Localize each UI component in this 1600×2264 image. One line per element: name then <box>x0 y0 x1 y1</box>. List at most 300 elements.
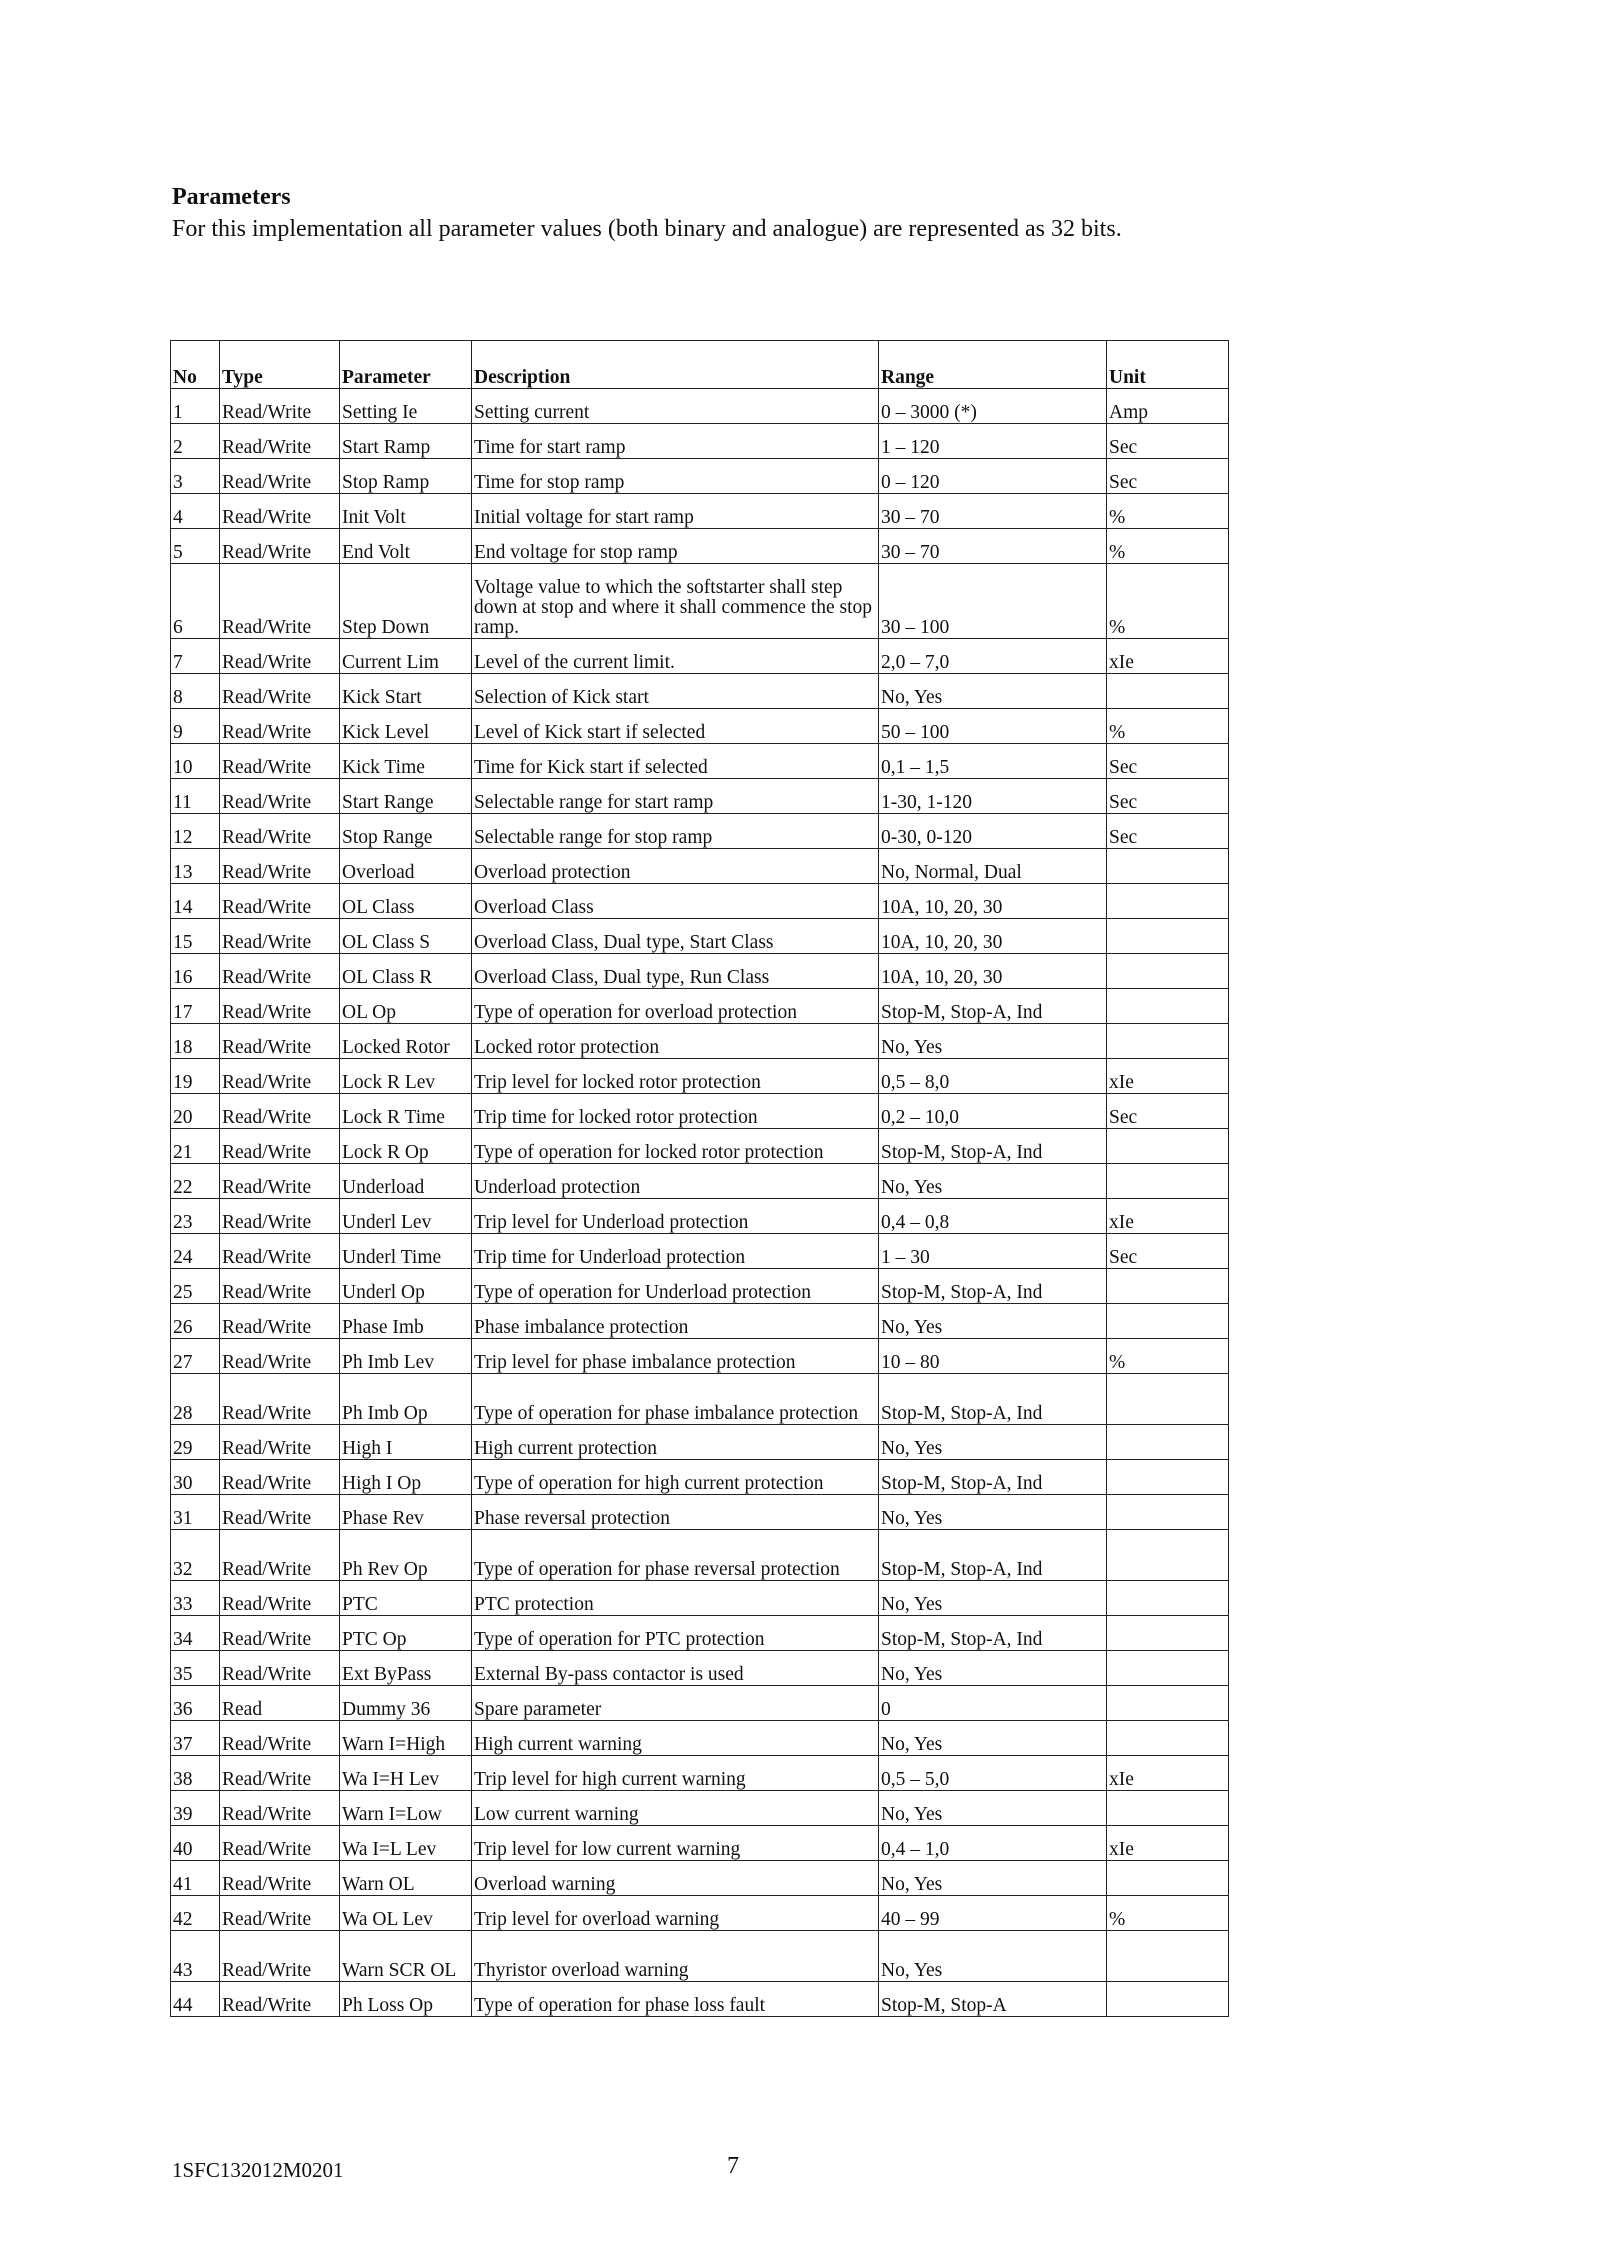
cell-type: Read/Write <box>220 1199 340 1234</box>
cell-no: 39 <box>171 1791 220 1826</box>
cell-no: 32 <box>171 1530 220 1581</box>
cell-unit <box>1107 989 1229 1024</box>
cell-unit <box>1107 919 1229 954</box>
cell-unit: Sec <box>1107 459 1229 494</box>
cell-range: No, Normal, Dual <box>879 849 1107 884</box>
cell-description: Setting current <box>472 389 879 424</box>
column-header-type: Type <box>220 341 340 389</box>
cell-type: Read/Write <box>220 1339 340 1374</box>
cell-type: Read/Write <box>220 1059 340 1094</box>
cell-parameter: End Volt <box>340 529 472 564</box>
cell-type: Read/Write <box>220 1651 340 1686</box>
cell-description: Phase reversal protection <box>472 1495 879 1530</box>
table-row <box>171 1059 1229 1094</box>
cell-range: Stop-M, Stop-A, Ind <box>879 989 1107 1024</box>
cell-description: Trip time for locked rotor protection <box>472 1094 879 1129</box>
cell-no: 2 <box>171 424 220 459</box>
table-row <box>171 1861 1229 1896</box>
cell-range: No, Yes <box>879 1861 1107 1896</box>
table-row <box>171 1826 1229 1861</box>
cell-no: 4 <box>171 494 220 529</box>
cell-parameter: Underl Op <box>340 1269 472 1304</box>
table-row <box>171 814 1229 849</box>
cell-description: Level of the current limit. <box>472 639 879 674</box>
column-header-parameter: Parameter <box>340 341 472 389</box>
table-row <box>171 1616 1229 1651</box>
cell-unit <box>1107 1530 1229 1581</box>
cell-type: Read/Write <box>220 564 340 639</box>
table-row <box>171 779 1229 814</box>
cell-range: No, Yes <box>879 674 1107 709</box>
cell-no: 30 <box>171 1460 220 1495</box>
cell-no: 35 <box>171 1651 220 1686</box>
cell-unit <box>1107 1269 1229 1304</box>
cell-range: 50 – 100 <box>879 709 1107 744</box>
cell-unit <box>1107 1861 1229 1896</box>
cell-range: 0-30, 0-120 <box>879 814 1107 849</box>
cell-no: 1 <box>171 389 220 424</box>
table-row <box>171 564 1229 639</box>
cell-no: 44 <box>171 1982 220 2017</box>
cell-no: 42 <box>171 1896 220 1931</box>
cell-description: Thyristor overload warning <box>472 1931 879 1982</box>
cell-no: 6 <box>171 564 220 639</box>
table-row <box>171 1460 1229 1495</box>
cell-description: Type of operation for phase imbalance protection <box>472 1374 879 1425</box>
cell-unit <box>1107 674 1229 709</box>
table-row <box>171 1495 1229 1530</box>
cell-parameter: Start Range <box>340 779 472 814</box>
cell-parameter: Underl Lev <box>340 1199 472 1234</box>
cell-type: Read/Write <box>220 1861 340 1896</box>
cell-description: Selection of Kick start <box>472 674 879 709</box>
cell-range: 0 <box>879 1686 1107 1721</box>
cell-parameter: Wa I=H Lev <box>340 1756 472 1791</box>
cell-description: Time for Kick start if selected <box>472 744 879 779</box>
cell-no: 27 <box>171 1339 220 1374</box>
cell-type: Read/Write <box>220 1269 340 1304</box>
cell-type: Read/Write <box>220 884 340 919</box>
cell-parameter: Wa I=L Lev <box>340 1826 472 1861</box>
cell-parameter: Setting Ie <box>340 389 472 424</box>
cell-range: 0 – 3000 (*) <box>879 389 1107 424</box>
cell-no: 24 <box>171 1234 220 1269</box>
cell-range: Stop-M, Stop-A <box>879 1982 1107 2017</box>
cell-unit <box>1107 1374 1229 1425</box>
table-row <box>171 1896 1229 1931</box>
cell-unit <box>1107 884 1229 919</box>
cell-type: Read/Write <box>220 814 340 849</box>
cell-range: 1 – 30 <box>879 1234 1107 1269</box>
cell-type: Read <box>220 1686 340 1721</box>
cell-description: Selectable range for start ramp <box>472 779 879 814</box>
cell-parameter: Lock R Lev <box>340 1059 472 1094</box>
table-row <box>171 919 1229 954</box>
cell-no: 19 <box>171 1059 220 1094</box>
cell-range: 10A, 10, 20, 30 <box>879 919 1107 954</box>
cell-no: 41 <box>171 1861 220 1896</box>
cell-parameter: Phase Imb <box>340 1304 472 1339</box>
table-row <box>171 1982 1229 2017</box>
cell-range: 10A, 10, 20, 30 <box>879 884 1107 919</box>
cell-description: Spare parameter <box>472 1686 879 1721</box>
table-header-row <box>171 341 1229 389</box>
table-row <box>171 1129 1229 1164</box>
table-row <box>171 709 1229 744</box>
column-header-description: Description <box>472 341 879 389</box>
cell-description: PTC protection <box>472 1581 879 1616</box>
table-row <box>171 1094 1229 1129</box>
cell-parameter: Lock R Time <box>340 1094 472 1129</box>
cell-description: Phase imbalance protection <box>472 1304 879 1339</box>
cell-type: Read/Write <box>220 529 340 564</box>
cell-unit: Sec <box>1107 424 1229 459</box>
cell-range: 30 – 70 <box>879 529 1107 564</box>
cell-parameter: Warn SCR OL <box>340 1931 472 1982</box>
cell-unit <box>1107 1164 1229 1199</box>
cell-description: Type of operation for locked rotor protection <box>472 1129 879 1164</box>
cell-parameter: Warn I=High <box>340 1721 472 1756</box>
cell-type: Read/Write <box>220 1425 340 1460</box>
cell-parameter: Phase Rev <box>340 1495 472 1530</box>
cell-type: Read/Write <box>220 1581 340 1616</box>
cell-range: 10 – 80 <box>879 1339 1107 1374</box>
cell-parameter: OL Class S <box>340 919 472 954</box>
table-row <box>171 989 1229 1024</box>
parameters-table <box>170 340 1229 2017</box>
cell-unit: Sec <box>1107 814 1229 849</box>
cell-type: Read/Write <box>220 744 340 779</box>
cell-unit: xIe <box>1107 1199 1229 1234</box>
cell-parameter: Ext ByPass <box>340 1651 472 1686</box>
cell-unit <box>1107 954 1229 989</box>
cell-unit: % <box>1107 564 1229 639</box>
cell-unit <box>1107 1304 1229 1339</box>
table-row <box>171 1199 1229 1234</box>
cell-type: Read/Write <box>220 1756 340 1791</box>
cell-no: 14 <box>171 884 220 919</box>
cell-no: 38 <box>171 1756 220 1791</box>
cell-range: 0 – 120 <box>879 459 1107 494</box>
cell-no: 9 <box>171 709 220 744</box>
cell-type: Read/Write <box>220 1982 340 2017</box>
cell-description: Type of operation for PTC protection <box>472 1616 879 1651</box>
cell-range: Stop-M, Stop-A, Ind <box>879 1530 1107 1581</box>
cell-type: Read/Write <box>220 954 340 989</box>
cell-unit <box>1107 1931 1229 1982</box>
cell-unit: % <box>1107 709 1229 744</box>
cell-unit <box>1107 1616 1229 1651</box>
cell-range: No, Yes <box>879 1304 1107 1339</box>
cell-unit: xIe <box>1107 1826 1229 1861</box>
table-row <box>171 1374 1229 1425</box>
cell-description: Trip level for low current warning <box>472 1826 879 1861</box>
column-header-range: Range <box>879 341 1107 389</box>
cell-parameter: Ph Loss Op <box>340 1982 472 2017</box>
cell-unit: xIe <box>1107 1756 1229 1791</box>
cell-parameter: Ph Imb Op <box>340 1374 472 1425</box>
cell-type: Read/Write <box>220 389 340 424</box>
table-row <box>171 529 1229 564</box>
table-row <box>171 1269 1229 1304</box>
table-row <box>171 884 1229 919</box>
cell-unit: xIe <box>1107 1059 1229 1094</box>
cell-unit: Sec <box>1107 779 1229 814</box>
cell-unit: xIe <box>1107 639 1229 674</box>
cell-description: Trip level for Underload protection <box>472 1199 879 1234</box>
cell-no: 28 <box>171 1374 220 1425</box>
cell-no: 20 <box>171 1094 220 1129</box>
cell-no: 21 <box>171 1129 220 1164</box>
cell-description: Type of operation for overload protection <box>472 989 879 1024</box>
cell-no: 31 <box>171 1495 220 1530</box>
cell-type: Read/Write <box>220 849 340 884</box>
table-row <box>171 954 1229 989</box>
cell-description: Trip level for overload warning <box>472 1896 879 1931</box>
cell-unit <box>1107 1721 1229 1756</box>
cell-range: Stop-M, Stop-A, Ind <box>879 1269 1107 1304</box>
cell-description: External By-pass contactor is used <box>472 1651 879 1686</box>
cell-range: 40 – 99 <box>879 1896 1107 1931</box>
cell-description: Overload warning <box>472 1861 879 1896</box>
cell-parameter: Kick Time <box>340 744 472 779</box>
cell-description: Time for start ramp <box>472 424 879 459</box>
cell-range: No, Yes <box>879 1495 1107 1530</box>
cell-no: 3 <box>171 459 220 494</box>
table-row <box>171 1530 1229 1581</box>
cell-parameter: Current Lim <box>340 639 472 674</box>
cell-unit <box>1107 1024 1229 1059</box>
cell-range: 30 – 100 <box>879 564 1107 639</box>
cell-no: 40 <box>171 1826 220 1861</box>
cell-range: Stop-M, Stop-A, Ind <box>879 1460 1107 1495</box>
cell-no: 25 <box>171 1269 220 1304</box>
cell-description: Underload protection <box>472 1164 879 1199</box>
cell-parameter: Stop Ramp <box>340 459 472 494</box>
cell-type: Read/Write <box>220 1896 340 1931</box>
cell-unit <box>1107 1651 1229 1686</box>
cell-parameter: Start Ramp <box>340 424 472 459</box>
cell-no: 8 <box>171 674 220 709</box>
cell-unit: Amp <box>1107 389 1229 424</box>
table-row <box>171 1425 1229 1460</box>
cell-type: Read/Write <box>220 1024 340 1059</box>
cell-unit: % <box>1107 529 1229 564</box>
cell-parameter: Warn OL <box>340 1861 472 1896</box>
cell-parameter: Underload <box>340 1164 472 1199</box>
cell-no: 22 <box>171 1164 220 1199</box>
table-row <box>171 1024 1229 1059</box>
cell-parameter: OL Op <box>340 989 472 1024</box>
cell-parameter: Init Volt <box>340 494 472 529</box>
cell-type: Read/Write <box>220 674 340 709</box>
cell-type: Read/Write <box>220 1791 340 1826</box>
table-row <box>171 494 1229 529</box>
cell-parameter: Step Down <box>340 564 472 639</box>
cell-type: Read/Write <box>220 424 340 459</box>
cell-description: Selectable range for stop ramp <box>472 814 879 849</box>
column-header-no: No <box>171 341 220 389</box>
cell-no: 34 <box>171 1616 220 1651</box>
cell-no: 17 <box>171 989 220 1024</box>
cell-type: Read/Write <box>220 1530 340 1581</box>
table-row <box>171 744 1229 779</box>
cell-unit <box>1107 1982 1229 2017</box>
cell-type: Read/Write <box>220 1094 340 1129</box>
intro-paragraph: For this implementation all parameter values (both binary and analogue) are represented as 32 bits. <box>172 216 1122 242</box>
cell-range: Stop-M, Stop-A, Ind <box>879 1616 1107 1651</box>
cell-range: 0,1 – 1,5 <box>879 744 1107 779</box>
cell-description: Low current warning <box>472 1791 879 1826</box>
cell-description: Trip level for phase imbalance protection <box>472 1339 879 1374</box>
cell-description: Time for stop ramp <box>472 459 879 494</box>
cell-parameter: High I <box>340 1425 472 1460</box>
cell-no: 15 <box>171 919 220 954</box>
cell-description: Type of operation for high current protection <box>472 1460 879 1495</box>
cell-type: Read/Write <box>220 1304 340 1339</box>
table-row <box>171 1304 1229 1339</box>
cell-description: High current warning <box>472 1721 879 1756</box>
cell-parameter: Ph Imb Lev <box>340 1339 472 1374</box>
table-row <box>171 1234 1229 1269</box>
cell-description: Trip time for Underload protection <box>472 1234 879 1269</box>
cell-parameter: Kick Start <box>340 674 472 709</box>
table-row <box>171 849 1229 884</box>
cell-type: Read/Write <box>220 639 340 674</box>
table-row <box>171 1756 1229 1791</box>
cell-description: Trip level for high current warning <box>472 1756 879 1791</box>
cell-range: 0,4 – 1,0 <box>879 1826 1107 1861</box>
document-code: 1SFC132012M0201 <box>172 2158 344 2182</box>
cell-unit: % <box>1107 494 1229 529</box>
cell-range: 0,5 – 8,0 <box>879 1059 1107 1094</box>
cell-description: Type of operation for phase loss fault <box>472 1982 879 2017</box>
cell-unit: Sec <box>1107 1094 1229 1129</box>
cell-range: No, Yes <box>879 1024 1107 1059</box>
cell-range: 0,2 – 10,0 <box>879 1094 1107 1129</box>
cell-description: Type of operation for phase reversal protection <box>472 1530 879 1581</box>
cell-description: Type of operation for Underload protection <box>472 1269 879 1304</box>
cell-type: Read/Write <box>220 1374 340 1425</box>
cell-type: Read/Write <box>220 1616 340 1651</box>
table-row <box>171 1791 1229 1826</box>
cell-unit: Sec <box>1107 1234 1229 1269</box>
cell-type: Read/Write <box>220 779 340 814</box>
cell-unit: % <box>1107 1339 1229 1374</box>
cell-parameter: Underl Time <box>340 1234 472 1269</box>
cell-no: 26 <box>171 1304 220 1339</box>
cell-type: Read/Write <box>220 459 340 494</box>
cell-unit <box>1107 849 1229 884</box>
cell-description: Overload protection <box>472 849 879 884</box>
cell-parameter: OL Class R <box>340 954 472 989</box>
cell-parameter: Stop Range <box>340 814 472 849</box>
cell-range: 10A, 10, 20, 30 <box>879 954 1107 989</box>
cell-range: No, Yes <box>879 1164 1107 1199</box>
cell-type: Read/Write <box>220 1495 340 1530</box>
table-row <box>171 459 1229 494</box>
cell-no: 7 <box>171 639 220 674</box>
cell-range: Stop-M, Stop-A, Ind <box>879 1129 1107 1164</box>
cell-no: 16 <box>171 954 220 989</box>
cell-no: 36 <box>171 1686 220 1721</box>
cell-unit <box>1107 1791 1229 1826</box>
cell-description: Overload Class, Dual type, Start Class <box>472 919 879 954</box>
table-row <box>171 639 1229 674</box>
cell-range: No, Yes <box>879 1651 1107 1686</box>
table-row <box>171 1651 1229 1686</box>
cell-range: Stop-M, Stop-A, Ind <box>879 1374 1107 1425</box>
table-row <box>171 1164 1229 1199</box>
table-row <box>171 1721 1229 1756</box>
cell-parameter: PTC <box>340 1581 472 1616</box>
cell-no: 18 <box>171 1024 220 1059</box>
table-row <box>171 1931 1229 1982</box>
table-row <box>171 674 1229 709</box>
cell-type: Read/Write <box>220 1234 340 1269</box>
cell-no: 12 <box>171 814 220 849</box>
cell-parameter: Wa OL Lev <box>340 1896 472 1931</box>
cell-no: 33 <box>171 1581 220 1616</box>
table-row <box>171 1339 1229 1374</box>
cell-parameter: Overload <box>340 849 472 884</box>
cell-range: 2,0 – 7,0 <box>879 639 1107 674</box>
cell-type: Read/Write <box>220 919 340 954</box>
cell-description: Voltage value to which the softstarter shall step down at stop and where it shall commence the stop ramp. <box>472 564 879 639</box>
cell-parameter: Locked Rotor <box>340 1024 472 1059</box>
cell-unit <box>1107 1460 1229 1495</box>
cell-unit <box>1107 1686 1229 1721</box>
cell-parameter: High I Op <box>340 1460 472 1495</box>
cell-unit <box>1107 1129 1229 1164</box>
cell-description: Initial voltage for start ramp <box>472 494 879 529</box>
cell-description: High current protection <box>472 1425 879 1460</box>
cell-description: Trip level for locked rotor protection <box>472 1059 879 1094</box>
cell-type: Read/Write <box>220 1721 340 1756</box>
cell-no: 23 <box>171 1199 220 1234</box>
cell-unit <box>1107 1495 1229 1530</box>
page-number: 7 <box>727 2153 739 2179</box>
cell-no: 43 <box>171 1931 220 1982</box>
cell-no: 5 <box>171 529 220 564</box>
cell-type: Read/Write <box>220 1460 340 1495</box>
cell-parameter: Kick Level <box>340 709 472 744</box>
cell-description: Locked rotor protection <box>472 1024 879 1059</box>
table-row <box>171 1686 1229 1721</box>
cell-description: Level of Kick start if selected <box>472 709 879 744</box>
cell-type: Read/Write <box>220 1129 340 1164</box>
table-row <box>171 389 1229 424</box>
table-row <box>171 424 1229 459</box>
cell-parameter: Ph Rev Op <box>340 1530 472 1581</box>
cell-range: 0,4 – 0,8 <box>879 1199 1107 1234</box>
cell-no: 11 <box>171 779 220 814</box>
cell-type: Read/Write <box>220 989 340 1024</box>
cell-range: No, Yes <box>879 1581 1107 1616</box>
cell-no: 29 <box>171 1425 220 1460</box>
cell-unit: % <box>1107 1896 1229 1931</box>
cell-type: Read/Write <box>220 709 340 744</box>
cell-description: End voltage for stop ramp <box>472 529 879 564</box>
cell-unit <box>1107 1425 1229 1460</box>
section-heading: Parameters <box>172 184 291 210</box>
cell-range: 1 – 120 <box>879 424 1107 459</box>
cell-description: Overload Class <box>472 884 879 919</box>
cell-description: Overload Class, Dual type, Run Class <box>472 954 879 989</box>
cell-no: 13 <box>171 849 220 884</box>
cell-range: 1-30, 1-120 <box>879 779 1107 814</box>
table-row <box>171 1581 1229 1616</box>
